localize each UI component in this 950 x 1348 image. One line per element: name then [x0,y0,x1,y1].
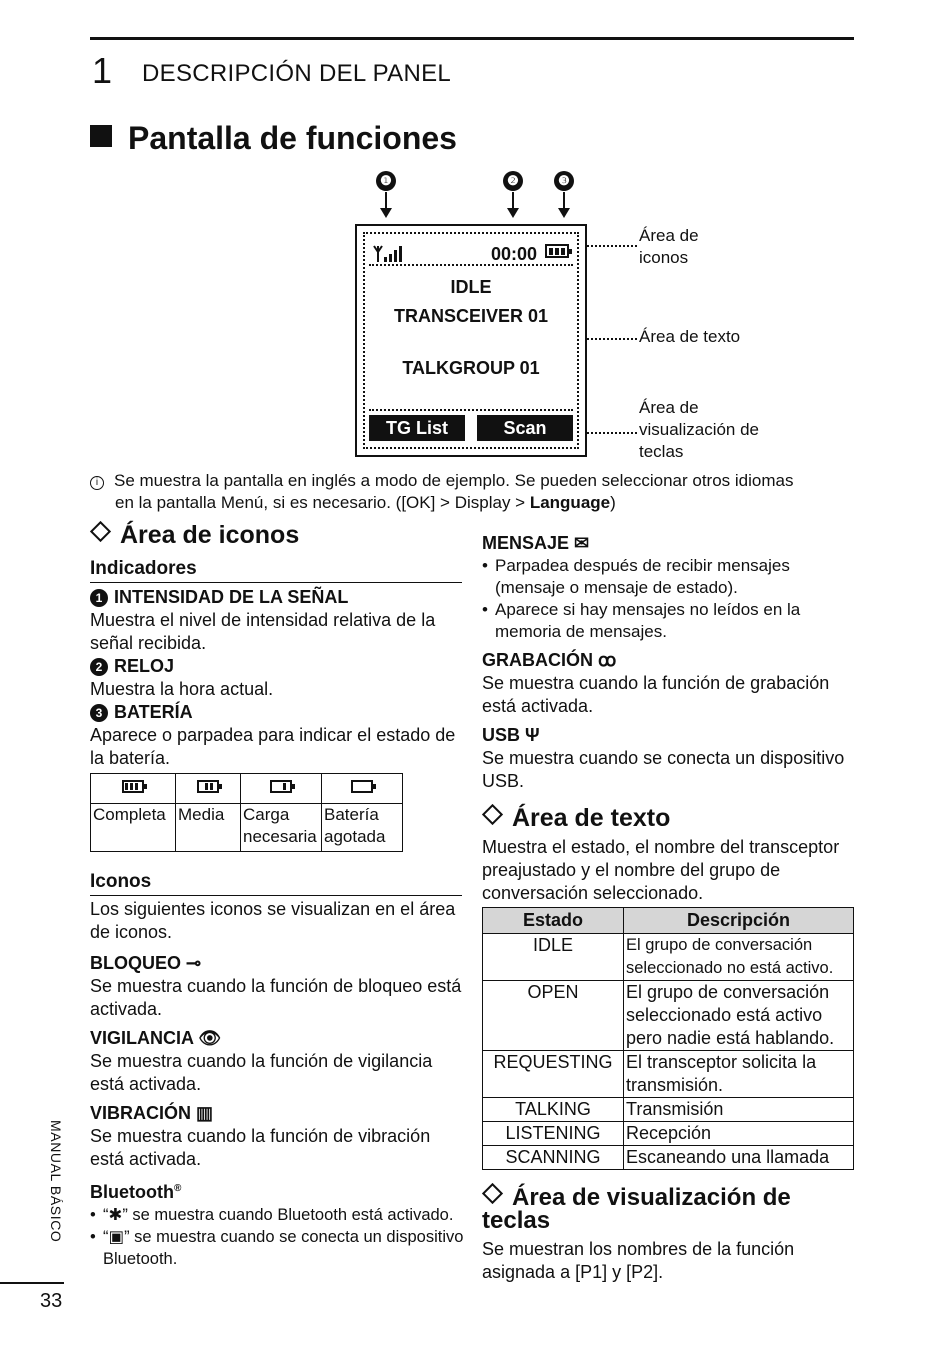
text-area-intro: Muestra el estado, el nombre del transceptor preajustado y el nombre del grupo de conversación seleccionado. [482,837,840,903]
softkey-scan: Scan [477,415,573,441]
signal-icon [373,244,409,264]
chapter-title: DESCRIPCIÓN DEL PANEL [142,60,452,87]
screen-line-transceiver: TRANSCEIVER 01 [393,306,549,326]
signal-title: INTENSIDAD DE LA SEÑAL [114,587,349,607]
right-column [482,532,856,1284]
bluetooth-connected-icon: ▣ [108,1228,125,1246]
section-title: Pantalla de funciones [90,120,457,157]
bt-line-1: • “✱” se muestra cuando Bluetooth está activado. [90,1204,465,1226]
softkey-tg-list: TG List [369,415,465,441]
indicators-heading: Indicadores [90,558,197,579]
table-row: IDLE El grupo de conversación seleccionado no está activo. [483,934,854,981]
callout-2: ❷ [503,171,523,191]
icon-area [369,238,573,266]
record-icon: ꝏ [598,650,617,670]
usb-title: USB [482,725,521,745]
leader-icons [587,245,637,247]
usb-text: Se muestra cuando se conecta un dispositivo USB. [482,748,845,791]
record-title: GRABACIÓN [482,650,593,670]
lock-text: Se muestra cuando la función de bloqueo está activada. [90,976,462,1019]
battery-title: BATERÍA [114,702,193,722]
icons-area-heading: Área de iconos [90,524,465,547]
square-bullet-icon [90,125,112,147]
monitor-text: Se muestra cuando la función de vigilancia está activada. [90,1051,433,1094]
vibration-title: VIBRACIÓN [90,1103,192,1123]
arrowhead-2 [507,208,519,218]
clock-text: Muestra la hora actual. [90,679,274,699]
table-row: LISTENING Recepción [483,1122,854,1146]
diamond-icon [90,521,111,542]
battery-low-label: Carga necesaria [241,804,322,852]
battery-empty-icon [351,780,373,793]
key-lock-icon: ⊸ [186,953,202,973]
info-icon: i [90,476,104,490]
battery-half-label: Media [176,804,241,852]
table-row: REQUESTING El transceptor solicita la transmisión. [483,1051,854,1098]
clock: 00:00 [490,244,537,264]
vibration-text: Se muestra cuando la función de vibración está activada. [90,1126,431,1169]
clock-title: RELOJ [114,656,175,676]
info-note: i Se muestra la pantalla en inglés a modo de ejemplo. Se pueden seleccionar otros idiomas en la pantalla Menú, si es necesario. ([OK] > Display > Language) [90,470,850,514]
usb-icon: Ψ [525,725,540,745]
table-row: TALKING Transmisión [483,1098,854,1122]
battery-low-icon [270,780,292,793]
battery-table [90,773,403,852]
message-bullet-1: • Parpadea después de recibir mensajes (mensaje o mensaje de estado). [482,555,856,599]
display-screen [355,224,587,457]
status-header: Estado [483,908,624,934]
battery-full-icon [122,780,144,793]
battery-text: Aparece o parpadea para indicar el estado de la batería. [90,725,456,768]
key-area [369,409,573,443]
chapter-number: 1 [92,50,113,91]
page-rule [0,1282,64,1284]
message-title: MENSAJE [482,533,570,553]
screen-line-talkgroup: TALKGROUP 01 [402,358,540,378]
keys-area-heading: Área de visualización de teclas [482,1184,791,1234]
label-icons-area: Área de iconos [639,226,699,267]
text-area-heading: Área de texto [482,807,856,830]
table-row: OPEN El grupo de conversación seleccionado está activo pero nadie está hablando. [483,981,854,1051]
bt-line-2: • “▣” se muestra cuando se conecta un dispositivo Bluetooth. [90,1226,465,1270]
leader-text [587,338,637,340]
table-row: SCANNING Escaneando una llamada [483,1146,854,1170]
battery-full-icon [545,244,569,258]
callout-3: ❸ [554,171,574,191]
leader-keys [587,432,637,434]
battery-half-icon [197,780,219,793]
screen-line-status: IDLE [450,277,492,297]
battery-empty-label: Batería agotada [322,804,403,852]
bluetooth-title: Bluetooth [90,1182,174,1202]
battery-full-label: Completa [91,804,176,852]
page-number: 33 [40,1290,63,1312]
diamond-icon [482,804,503,825]
label-keys-area: Área de visualización de teclas [639,398,760,461]
message-bullet-2: • Aparece si hay mensajes no leídos en la memoria de mensajes. [482,599,856,643]
left-column: Área de iconos Indicadores 1 INTENSIDAD DE LA SEÑAL Muestra el nivel de intensidad relativa de la señal recibida. 2 RELOJ Muestra la hora actual. 3 BATERÍA Aparece o parpadea para indicar el estado de la batería. Completa Media Carga necesaria Batería agotada Iconos Los siguientes iconos se visualizan en el área de iconos. BLOQUEO ⊸ Se muestra cuando la función de bloqueo está activada. VIGILANCIA 👁 Se muestra cuando la función de vigilancia está activada. VIBRACIÓN ▥ Se muestra cuando la función de vibración está activada. Bluetooth® • “✱” se muestra cuando Bluetooth está activado. • “▣” se muestra cuando se conecta un dispositivo Bluetooth. [90,524,465,1270]
side-label: MANUAL BÁSICO [48,1120,64,1243]
envelope-icon: ✉ [574,533,590,553]
monitor-title: VIGILANCIA [90,1028,194,1048]
callout-1: ❶ [376,171,396,191]
record-text: Se muestra cuando la función de grabación está activada. [482,673,830,716]
signal-text: Muestra el nivel de intensidad relativa de la señal recibida. [90,610,436,653]
diamond-icon [482,1183,503,1204]
icons-heading: Iconos [90,871,152,892]
monitor-icon: 👁 [198,1028,222,1048]
arrowhead-1 [380,208,392,218]
keys-area-text: Se muestran los nombres de la función asignada a [P1] y [P2]. [482,1239,795,1282]
icons-intro: Los siguientes iconos se visualizan en el área de iconos. [90,899,456,942]
bluetooth-icon: ✱ [108,1206,123,1224]
arrowhead-3 [558,208,570,218]
header-rule [90,37,854,40]
label-text-area: Área de texto [639,327,741,346]
description-header: Descripción [624,908,854,934]
status-table [482,907,854,1170]
vibration-icon: ▥ [196,1103,214,1123]
lock-title: BLOQUEO [90,953,182,973]
